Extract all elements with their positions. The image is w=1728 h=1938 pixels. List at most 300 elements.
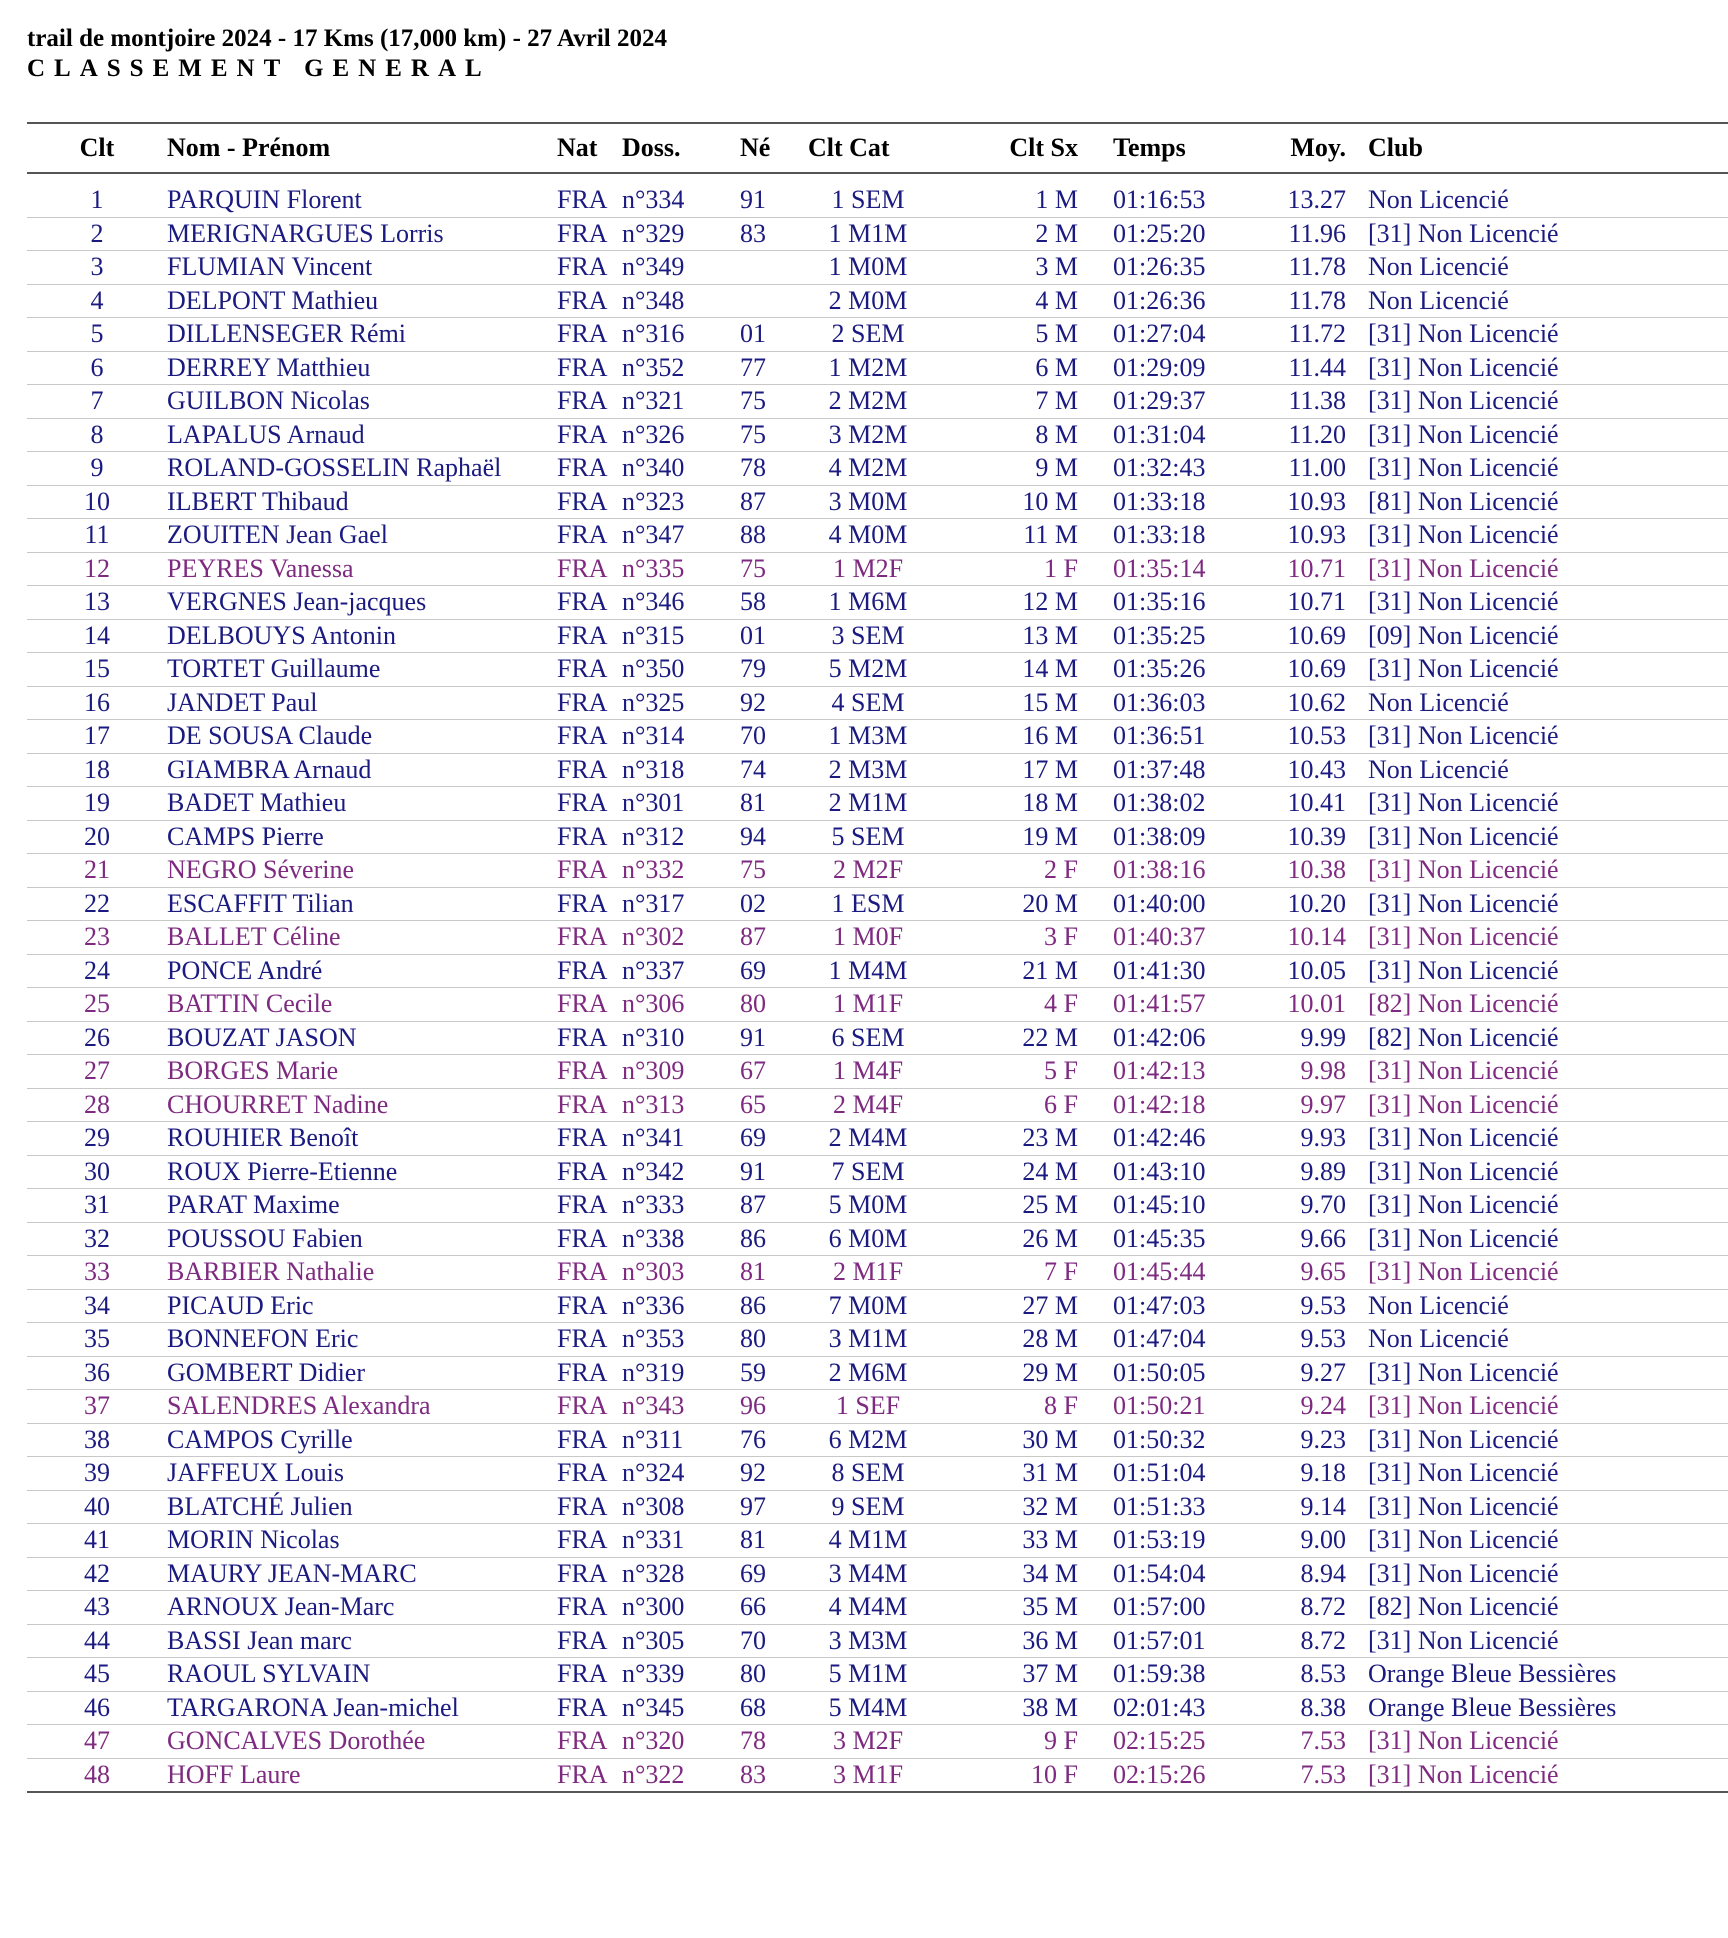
cell-clt-cat: 2 M4F — [808, 1088, 928, 1122]
cell-nom: DELBOUYS Antonin — [167, 619, 557, 653]
cell-clt: 23 — [27, 921, 167, 955]
cell-moy: 8.94 — [1268, 1557, 1346, 1591]
cell-temps: 02:01:43 — [1113, 1691, 1268, 1725]
cell-clt-sx: 6 F — [928, 1088, 1113, 1122]
cell-ne: 58 — [740, 586, 808, 620]
cell-doss: n°300 — [622, 1591, 740, 1625]
cell-clt-cat: 1 ESM — [808, 887, 928, 921]
cell-doss: n°310 — [622, 1021, 740, 1055]
cell-doss: n°305 — [622, 1624, 740, 1658]
cell-nom: TARGARONA Jean-michel — [167, 1691, 557, 1725]
table-row — [27, 753, 1728, 787]
cell-club: [31] Non Licencié — [1346, 1256, 1728, 1290]
cell-club: [31] Non Licencié — [1346, 1122, 1728, 1156]
cell-clt-cat: 6 M0M — [808, 1222, 928, 1256]
cell-clt-sx: 33 M — [928, 1524, 1113, 1558]
cell-ne: 81 — [740, 1524, 808, 1558]
cell-ne: 69 — [740, 954, 808, 988]
cell-club: [31] Non Licencié — [1346, 418, 1728, 452]
cell-nom: ROLAND-GOSSELIN Raphaël — [167, 452, 557, 486]
cell-club: [31] Non Licencié — [1346, 921, 1728, 955]
table-row — [27, 452, 1728, 486]
cell-temps: 01:35:26 — [1113, 653, 1268, 687]
cell-moy: 9.18 — [1268, 1457, 1346, 1491]
cell-club: [82] Non Licencié — [1346, 1021, 1728, 1055]
cell-clt-sx: 8 M — [928, 418, 1113, 452]
cell-ne: 80 — [740, 988, 808, 1022]
cell-nom: ROUX Pierre-Etienne — [167, 1155, 557, 1189]
cell-moy: 10.62 — [1268, 686, 1346, 720]
cell-nom: DILLENSEGER Rémi — [167, 318, 557, 352]
cell-ne: 59 — [740, 1356, 808, 1390]
cell-nat: FRA — [557, 485, 622, 519]
cell-nat: FRA — [557, 217, 622, 251]
cell-clt: 36 — [27, 1356, 167, 1390]
cell-ne: 68 — [740, 1691, 808, 1725]
cell-moy: 11.20 — [1268, 418, 1346, 452]
table-row — [27, 1658, 1728, 1692]
cell-temps: 01:57:00 — [1113, 1591, 1268, 1625]
cell-club: [31] Non Licencié — [1346, 351, 1728, 385]
cell-nat: FRA — [557, 1557, 622, 1591]
cell-doss: n°336 — [622, 1289, 740, 1323]
cell-moy: 9.89 — [1268, 1155, 1346, 1189]
cell-nat: FRA — [557, 921, 622, 955]
cell-clt-cat: 2 M6M — [808, 1356, 928, 1390]
table-row — [27, 552, 1728, 586]
cell-clt-cat: 1 SEM — [808, 184, 928, 217]
table-spacer — [27, 173, 1728, 184]
cell-clt-cat: 3 M4M — [808, 1557, 928, 1591]
cell-club: [81] Non Licencié — [1346, 485, 1728, 519]
cell-nom: JANDET Paul — [167, 686, 557, 720]
cell-temps: 01:33:18 — [1113, 519, 1268, 553]
cell-doss: n°343 — [622, 1390, 740, 1424]
table-row — [27, 1256, 1728, 1290]
cell-clt-cat: 5 SEM — [808, 820, 928, 854]
cell-club: [31] Non Licencié — [1346, 1524, 1728, 1558]
cell-moy: 10.01 — [1268, 988, 1346, 1022]
cell-clt-sx: 38 M — [928, 1691, 1113, 1725]
cell-clt-sx: 13 M — [928, 619, 1113, 653]
table-row — [27, 418, 1728, 452]
cell-temps: 01:51:33 — [1113, 1490, 1268, 1524]
cell-clt-cat: 1 M6M — [808, 586, 928, 620]
cell-clt-sx: 18 M — [928, 787, 1113, 821]
cell-doss: n°319 — [622, 1356, 740, 1390]
cell-clt-cat: 3 M2F — [808, 1725, 928, 1759]
col-ne: Né — [740, 133, 771, 162]
cell-clt: 26 — [27, 1021, 167, 1055]
cell-temps: 01:42:06 — [1113, 1021, 1268, 1055]
cell-clt: 45 — [27, 1658, 167, 1692]
cell-clt-sx: 1 F — [928, 552, 1113, 586]
cell-clt: 43 — [27, 1591, 167, 1625]
cell-nom: MORIN Nicolas — [167, 1524, 557, 1558]
cell-clt-sx: 19 M — [928, 820, 1113, 854]
table-row — [27, 1222, 1728, 1256]
cell-nom: MAURY JEAN-MARC — [167, 1557, 557, 1591]
cell-moy: 7.53 — [1268, 1758, 1346, 1792]
cell-nom: MERIGNARGUES Lorris — [167, 217, 557, 251]
cell-nom: VERGNES Jean-jacques — [167, 586, 557, 620]
cell-doss: n°302 — [622, 921, 740, 955]
cell-moy: 10.43 — [1268, 753, 1346, 787]
cell-club: Non Licencié — [1346, 1323, 1728, 1357]
cell-moy: 11.38 — [1268, 385, 1346, 419]
cell-doss: n°303 — [622, 1256, 740, 1290]
table-row — [27, 485, 1728, 519]
cell-ne: 78 — [740, 452, 808, 486]
cell-clt: 40 — [27, 1490, 167, 1524]
cell-club: [31] Non Licencié — [1346, 1557, 1728, 1591]
cell-ne: 69 — [740, 1122, 808, 1156]
col-club: Club — [1368, 133, 1423, 162]
cell-nom: BOUZAT JASON — [167, 1021, 557, 1055]
cell-nom: ARNOUX Jean-Marc — [167, 1591, 557, 1625]
cell-doss: n°317 — [622, 887, 740, 921]
cell-nat: FRA — [557, 1256, 622, 1290]
cell-club: [31] Non Licencié — [1346, 552, 1728, 586]
cell-temps: 01:29:37 — [1113, 385, 1268, 419]
cell-clt-cat: 9 SEM — [808, 1490, 928, 1524]
table-row — [27, 1457, 1728, 1491]
table-row — [27, 1691, 1728, 1725]
cell-moy: 9.97 — [1268, 1088, 1346, 1122]
cell-clt-sx: 9 M — [928, 452, 1113, 486]
table-row — [27, 385, 1728, 419]
table-row — [27, 1390, 1728, 1424]
cell-clt: 38 — [27, 1423, 167, 1457]
cell-clt-sx: 11 M — [928, 519, 1113, 553]
cell-nom: DELPONT Mathieu — [167, 284, 557, 318]
cell-moy: 11.44 — [1268, 351, 1346, 385]
cell-clt-sx: 5 M — [928, 318, 1113, 352]
cell-clt-sx: 36 M — [928, 1624, 1113, 1658]
cell-nat: FRA — [557, 184, 622, 217]
cell-temps: 01:16:53 — [1113, 184, 1268, 217]
cell-doss: n°308 — [622, 1490, 740, 1524]
cell-club: [31] Non Licencié — [1346, 1155, 1728, 1189]
cell-clt: 15 — [27, 653, 167, 687]
table-row — [27, 720, 1728, 754]
cell-clt: 41 — [27, 1524, 167, 1558]
cell-clt: 34 — [27, 1289, 167, 1323]
cell-clt: 24 — [27, 954, 167, 988]
cell-club: Non Licencié — [1346, 184, 1728, 217]
cell-clt-cat: 2 M0M — [808, 284, 928, 318]
cell-ne: 94 — [740, 820, 808, 854]
cell-clt: 30 — [27, 1155, 167, 1189]
cell-nom: BADET Mathieu — [167, 787, 557, 821]
cell-clt: 46 — [27, 1691, 167, 1725]
cell-nom: HOFF Laure — [167, 1758, 557, 1792]
col-clt-cat: Clt Cat — [808, 133, 890, 162]
cell-temps: 01:29:09 — [1113, 351, 1268, 385]
cell-nat: FRA — [557, 1490, 622, 1524]
cell-ne: 75 — [740, 385, 808, 419]
cell-club: [31] Non Licencié — [1346, 385, 1728, 419]
cell-ne: 81 — [740, 1256, 808, 1290]
col-temps: Temps — [1113, 133, 1186, 162]
cell-clt: 5 — [27, 318, 167, 352]
cell-clt-cat: 1 M0M — [808, 251, 928, 285]
cell-moy: 8.53 — [1268, 1658, 1346, 1692]
cell-club: Orange Bleue Bessières — [1346, 1691, 1728, 1725]
cell-clt-cat: 1 M0F — [808, 921, 928, 955]
cell-club: [31] Non Licencié — [1346, 452, 1728, 486]
results-table — [27, 122, 1728, 1795]
cell-clt: 3 — [27, 251, 167, 285]
cell-nat: FRA — [557, 385, 622, 419]
cell-ne: 87 — [740, 921, 808, 955]
cell-ne: 96 — [740, 1390, 808, 1424]
cell-temps: 01:27:04 — [1113, 318, 1268, 352]
cell-temps: 01:50:05 — [1113, 1356, 1268, 1390]
cell-temps: 01:50:32 — [1113, 1423, 1268, 1457]
cell-nat: FRA — [557, 251, 622, 285]
cell-ne: 83 — [740, 1758, 808, 1792]
cell-club: [31] Non Licencié — [1346, 519, 1728, 553]
col-doss: Doss. — [622, 133, 681, 162]
cell-nat: FRA — [557, 586, 622, 620]
cell-temps: 01:47:04 — [1113, 1323, 1268, 1357]
cell-clt-sx: 25 M — [928, 1189, 1113, 1223]
cell-nom: ESCAFFIT Tilian — [167, 887, 557, 921]
cell-ne: 80 — [740, 1658, 808, 1692]
cell-clt: 7 — [27, 385, 167, 419]
cell-ne: 97 — [740, 1490, 808, 1524]
cell-ne: 80 — [740, 1323, 808, 1357]
cell-clt-cat: 5 M4M — [808, 1691, 928, 1725]
cell-clt: 32 — [27, 1222, 167, 1256]
cell-temps: 01:38:02 — [1113, 787, 1268, 821]
cell-doss: n°348 — [622, 284, 740, 318]
cell-nat: FRA — [557, 1323, 622, 1357]
table-row — [27, 1423, 1728, 1457]
cell-temps: 01:53:19 — [1113, 1524, 1268, 1558]
table-row — [27, 1557, 1728, 1591]
cell-clt-sx: 16 M — [928, 720, 1113, 754]
table-row — [27, 653, 1728, 687]
cell-nat: FRA — [557, 1155, 622, 1189]
cell-temps: 01:26:36 — [1113, 284, 1268, 318]
cell-moy: 10.69 — [1268, 653, 1346, 687]
cell-moy: 10.93 — [1268, 519, 1346, 553]
cell-clt-sx: 12 M — [928, 586, 1113, 620]
cell-nat: FRA — [557, 1524, 622, 1558]
cell-nat: FRA — [557, 351, 622, 385]
col-moy: Moy. — [1290, 133, 1346, 162]
cell-ne — [740, 251, 808, 285]
cell-moy: 8.72 — [1268, 1591, 1346, 1625]
cell-temps: 01:41:57 — [1113, 988, 1268, 1022]
cell-ne — [740, 284, 808, 318]
cell-ne: 01 — [740, 318, 808, 352]
cell-club: Non Licencié — [1346, 1289, 1728, 1323]
cell-ne: 76 — [740, 1423, 808, 1457]
cell-temps: 01:33:18 — [1113, 485, 1268, 519]
cell-clt: 1 — [27, 184, 167, 217]
table-row — [27, 1591, 1728, 1625]
cell-clt-cat: 3 M0M — [808, 485, 928, 519]
cell-moy: 9.53 — [1268, 1289, 1346, 1323]
cell-clt-cat: 4 M2M — [808, 452, 928, 486]
table-row — [27, 820, 1728, 854]
cell-doss: n°318 — [622, 753, 740, 787]
cell-doss: n°315 — [622, 619, 740, 653]
cell-clt: 6 — [27, 351, 167, 385]
cell-temps: 01:37:48 — [1113, 753, 1268, 787]
cell-nat: FRA — [557, 820, 622, 854]
cell-club: Non Licencié — [1346, 284, 1728, 318]
page-title: trail de montjoire 2024 - 17 Kms (17,000 km) - 27 Avril 2024 — [27, 25, 667, 52]
cell-clt-cat: 5 M2M — [808, 653, 928, 687]
cell-nom: BATTIN Cecile — [167, 988, 557, 1022]
cell-nom: PEYRES Vanessa — [167, 552, 557, 586]
cell-temps: 01:45:10 — [1113, 1189, 1268, 1223]
cell-nom: PICAUD Eric — [167, 1289, 557, 1323]
cell-clt-sx: 7 M — [928, 385, 1113, 419]
cell-nat: FRA — [557, 519, 622, 553]
cell-clt: 28 — [27, 1088, 167, 1122]
cell-nat: FRA — [557, 1457, 622, 1491]
cell-clt: 18 — [27, 753, 167, 787]
cell-temps: 01:42:18 — [1113, 1088, 1268, 1122]
cell-moy: 10.93 — [1268, 485, 1346, 519]
cell-ne: 65 — [740, 1088, 808, 1122]
cell-clt-sx: 21 M — [928, 954, 1113, 988]
cell-ne: 86 — [740, 1289, 808, 1323]
cell-club: Non Licencié — [1346, 251, 1728, 285]
cell-clt-cat: 4 SEM — [808, 686, 928, 720]
cell-ne: 78 — [740, 1725, 808, 1759]
cell-clt-cat: 3 M1M — [808, 1323, 928, 1357]
cell-moy: 8.38 — [1268, 1691, 1346, 1725]
cell-ne: 91 — [740, 184, 808, 217]
cell-temps: 01:36:03 — [1113, 686, 1268, 720]
cell-doss: n°323 — [622, 485, 740, 519]
table-row — [27, 184, 1728, 217]
cell-clt: 39 — [27, 1457, 167, 1491]
cell-nom: GIAMBRA Arnaud — [167, 753, 557, 787]
cell-nat: FRA — [557, 1289, 622, 1323]
cell-nat: FRA — [557, 720, 622, 754]
cell-ne: 92 — [740, 686, 808, 720]
cell-clt-sx: 6 M — [928, 351, 1113, 385]
cell-doss: n°341 — [622, 1122, 740, 1156]
cell-clt-sx: 2 M — [928, 217, 1113, 251]
cell-clt-sx: 35 M — [928, 1591, 1113, 1625]
cell-doss: n°345 — [622, 1691, 740, 1725]
cell-clt: 19 — [27, 787, 167, 821]
cell-clt-sx: 10 F — [928, 1758, 1113, 1792]
cell-moy: 10.39 — [1268, 820, 1346, 854]
cell-clt-cat: 3 SEM — [808, 619, 928, 653]
cell-club: [31] Non Licencié — [1346, 1457, 1728, 1491]
cell-clt-sx: 2 F — [928, 854, 1113, 888]
cell-nom: SALENDRES Alexandra — [167, 1390, 557, 1424]
cell-clt-sx: 1 M — [928, 184, 1113, 217]
cell-club: [31] Non Licencié — [1346, 318, 1728, 352]
cell-clt-sx: 30 M — [928, 1423, 1113, 1457]
cell-doss: n°309 — [622, 1055, 740, 1089]
table-row — [27, 519, 1728, 553]
cell-doss: n°312 — [622, 820, 740, 854]
table-row — [27, 1021, 1728, 1055]
cell-ne: 87 — [740, 485, 808, 519]
cell-temps: 01:47:03 — [1113, 1289, 1268, 1323]
cell-nom: ZOUITEN Jean Gael — [167, 519, 557, 553]
cell-clt-cat: 4 M1M — [808, 1524, 928, 1558]
cell-doss: n°340 — [622, 452, 740, 486]
cell-nom: PARQUIN Florent — [167, 184, 557, 217]
cell-moy: 9.65 — [1268, 1256, 1346, 1290]
cell-doss: n°342 — [622, 1155, 740, 1189]
table-row — [27, 1155, 1728, 1189]
cell-temps: 01:54:04 — [1113, 1557, 1268, 1591]
cell-club: [31] Non Licencié — [1346, 820, 1728, 854]
cell-ne: 92 — [740, 1457, 808, 1491]
cell-club: [31] Non Licencié — [1346, 1088, 1728, 1122]
cell-clt-sx: 26 M — [928, 1222, 1113, 1256]
cell-doss: n°332 — [622, 854, 740, 888]
cell-clt-sx: 15 M — [928, 686, 1113, 720]
cell-temps: 01:35:16 — [1113, 586, 1268, 620]
cell-nom: CHOURRET Nadine — [167, 1088, 557, 1122]
table-row — [27, 284, 1728, 318]
cell-moy: 9.53 — [1268, 1323, 1346, 1357]
cell-clt-cat: 8 SEM — [808, 1457, 928, 1491]
cell-club: [82] Non Licencié — [1346, 988, 1728, 1022]
cell-clt-cat: 2 SEM — [808, 318, 928, 352]
cell-doss: n°347 — [622, 519, 740, 553]
cell-club: [31] Non Licencié — [1346, 1055, 1728, 1089]
cell-clt: 48 — [27, 1758, 167, 1792]
cell-nat: FRA — [557, 619, 622, 653]
cell-temps: 01:51:04 — [1113, 1457, 1268, 1491]
cell-nom: PONCE André — [167, 954, 557, 988]
cell-moy: 10.20 — [1268, 887, 1346, 921]
cell-moy: 8.72 — [1268, 1624, 1346, 1658]
cell-club: Non Licencié — [1346, 753, 1728, 787]
table-row — [27, 988, 1728, 1022]
cell-doss: n°339 — [622, 1658, 740, 1692]
cell-club: [31] Non Licencié — [1346, 1222, 1728, 1256]
table-row — [27, 1624, 1728, 1658]
cell-ne: 79 — [740, 653, 808, 687]
cell-moy: 10.71 — [1268, 586, 1346, 620]
cell-clt: 47 — [27, 1725, 167, 1759]
cell-clt: 2 — [27, 217, 167, 251]
cell-club: Orange Bleue Bessières — [1346, 1658, 1728, 1692]
cell-nat: FRA — [557, 1222, 622, 1256]
cell-temps: 01:43:10 — [1113, 1155, 1268, 1189]
cell-temps: 01:35:14 — [1113, 552, 1268, 586]
cell-club: [31] Non Licencié — [1346, 1390, 1728, 1424]
cell-temps: 01:38:09 — [1113, 820, 1268, 854]
cell-temps: 01:40:37 — [1113, 921, 1268, 955]
cell-clt-sx: 3 F — [928, 921, 1113, 955]
col-clt-sx: Clt Sx — [1009, 133, 1078, 162]
cell-nat: FRA — [557, 1356, 622, 1390]
cell-temps: 01:31:04 — [1113, 418, 1268, 452]
footer-rule — [27, 1792, 1728, 1795]
table-row — [27, 1524, 1728, 1558]
cell-clt-sx: 4 M — [928, 284, 1113, 318]
table-row — [27, 1490, 1728, 1524]
cell-nom: BONNEFON Eric — [167, 1323, 557, 1357]
